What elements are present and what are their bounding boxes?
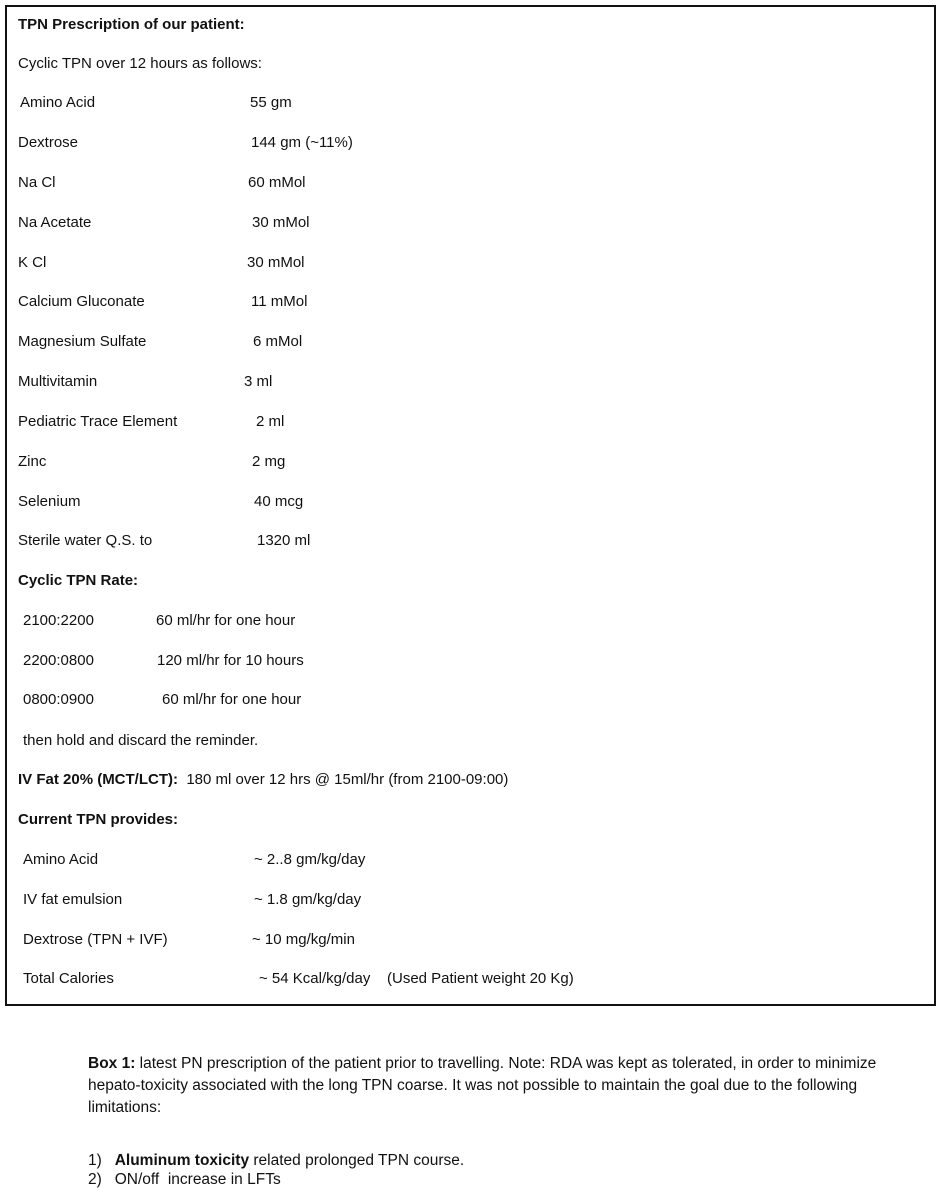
rx-value: 1320 ml [257,532,311,549]
provides-value: ~ 2..8 gm/kg/day [254,851,366,868]
list-item [88,1151,464,1170]
rx-name: Amino Acid [20,94,96,111]
provides-value: ~ 10 mg/kg/min [252,931,355,948]
rate-value: 60 ml/hr for one hour [156,612,296,629]
rate-value: 60 ml/hr for one hour [162,691,302,708]
box-heading: TPN Prescription of our patient: [18,16,245,33]
provides-value: ~ 1.8 gm/kg/day [254,891,362,908]
rx-name: Zinc [18,453,47,470]
rx-name: K Cl [18,254,47,271]
list-item-text: ON/off increase in LFTs [114,1171,281,1188]
provides-heading: Current TPN provides: [18,811,179,828]
provides-name: IV fat emulsion [23,891,123,908]
list-number: 1) [88,1152,102,1169]
rx-name: Na Cl [18,174,56,191]
rx-value: 6 mMol [253,333,303,350]
rx-name: Pediatric Trace Element [18,413,178,430]
intro-text: Cyclic TPN over 12 hours as follows: [18,55,262,72]
provides-name: Dextrose (TPN + IVF) [23,931,168,948]
rx-value: 144 gm (~11%) [251,134,353,151]
rx-name: Selenium [18,493,81,510]
rx-value: 30 mMol [252,214,310,231]
rx-value: 55 gm [250,94,292,111]
rx-name: Calcium Gluconate [18,293,145,310]
caption-text: latest PN prescription of the patient prior to travelling. Note: RDA was kept as tolerated, in order to minimize hepato-toxicity associated with the long TPN coarse. It was not possible to maintain the goal due to the following limitations: [88,1055,877,1116]
rate-time: 2100:2200 [23,612,94,629]
provides-name: Total Calories [23,970,114,987]
list-item [88,1170,464,1189]
figure-caption [88,1053,888,1119]
rx-value: 2 mg [252,453,286,470]
rate-note: then hold and discard the reminder. [23,732,259,749]
rx-name: Magnesium Sulfate [18,333,147,350]
iv-fat-value: 180 ml over 12 hrs @ 15ml/hr (from 2100-09:00) [186,771,509,788]
rate-time: 2200:0800 [23,652,94,669]
rate-value: 120 ml/hr for 10 hours [157,652,304,669]
rx-value: 40 mcg [254,493,304,510]
limitations-list [88,1151,464,1189]
prescription-box [5,5,936,1006]
rate-heading: Cyclic TPN Rate: [18,572,139,589]
rx-name: Dextrose [18,134,79,151]
rx-value: 11 mMol [251,293,308,310]
iv-fat-line [18,771,508,789]
rx-value: 30 mMol [247,254,305,271]
rx-name: Multivitamin [18,373,98,390]
list-item-bold: Aluminum toxicity [114,1152,250,1169]
list-item-text: related prolonged TPN course. [249,1152,465,1169]
iv-fat-label: IV Fat 20% (MCT/LCT): [18,771,178,788]
provides-name: Amino Acid [23,851,99,868]
rx-name: Sterile water Q.S. to [18,532,153,549]
caption-label: Box 1: [88,1055,136,1072]
rate-time: 0800:0900 [23,691,94,708]
rx-name: Na Acetate [18,214,92,231]
rx-value: 2 ml [256,413,285,430]
provides-value: ~ 54 Kcal/kg/day (Used Patient weight 20 Kg) [259,970,574,987]
rx-value: 60 mMol [248,174,306,191]
rx-value: 3 ml [244,373,273,390]
list-number: 2) [88,1171,102,1188]
